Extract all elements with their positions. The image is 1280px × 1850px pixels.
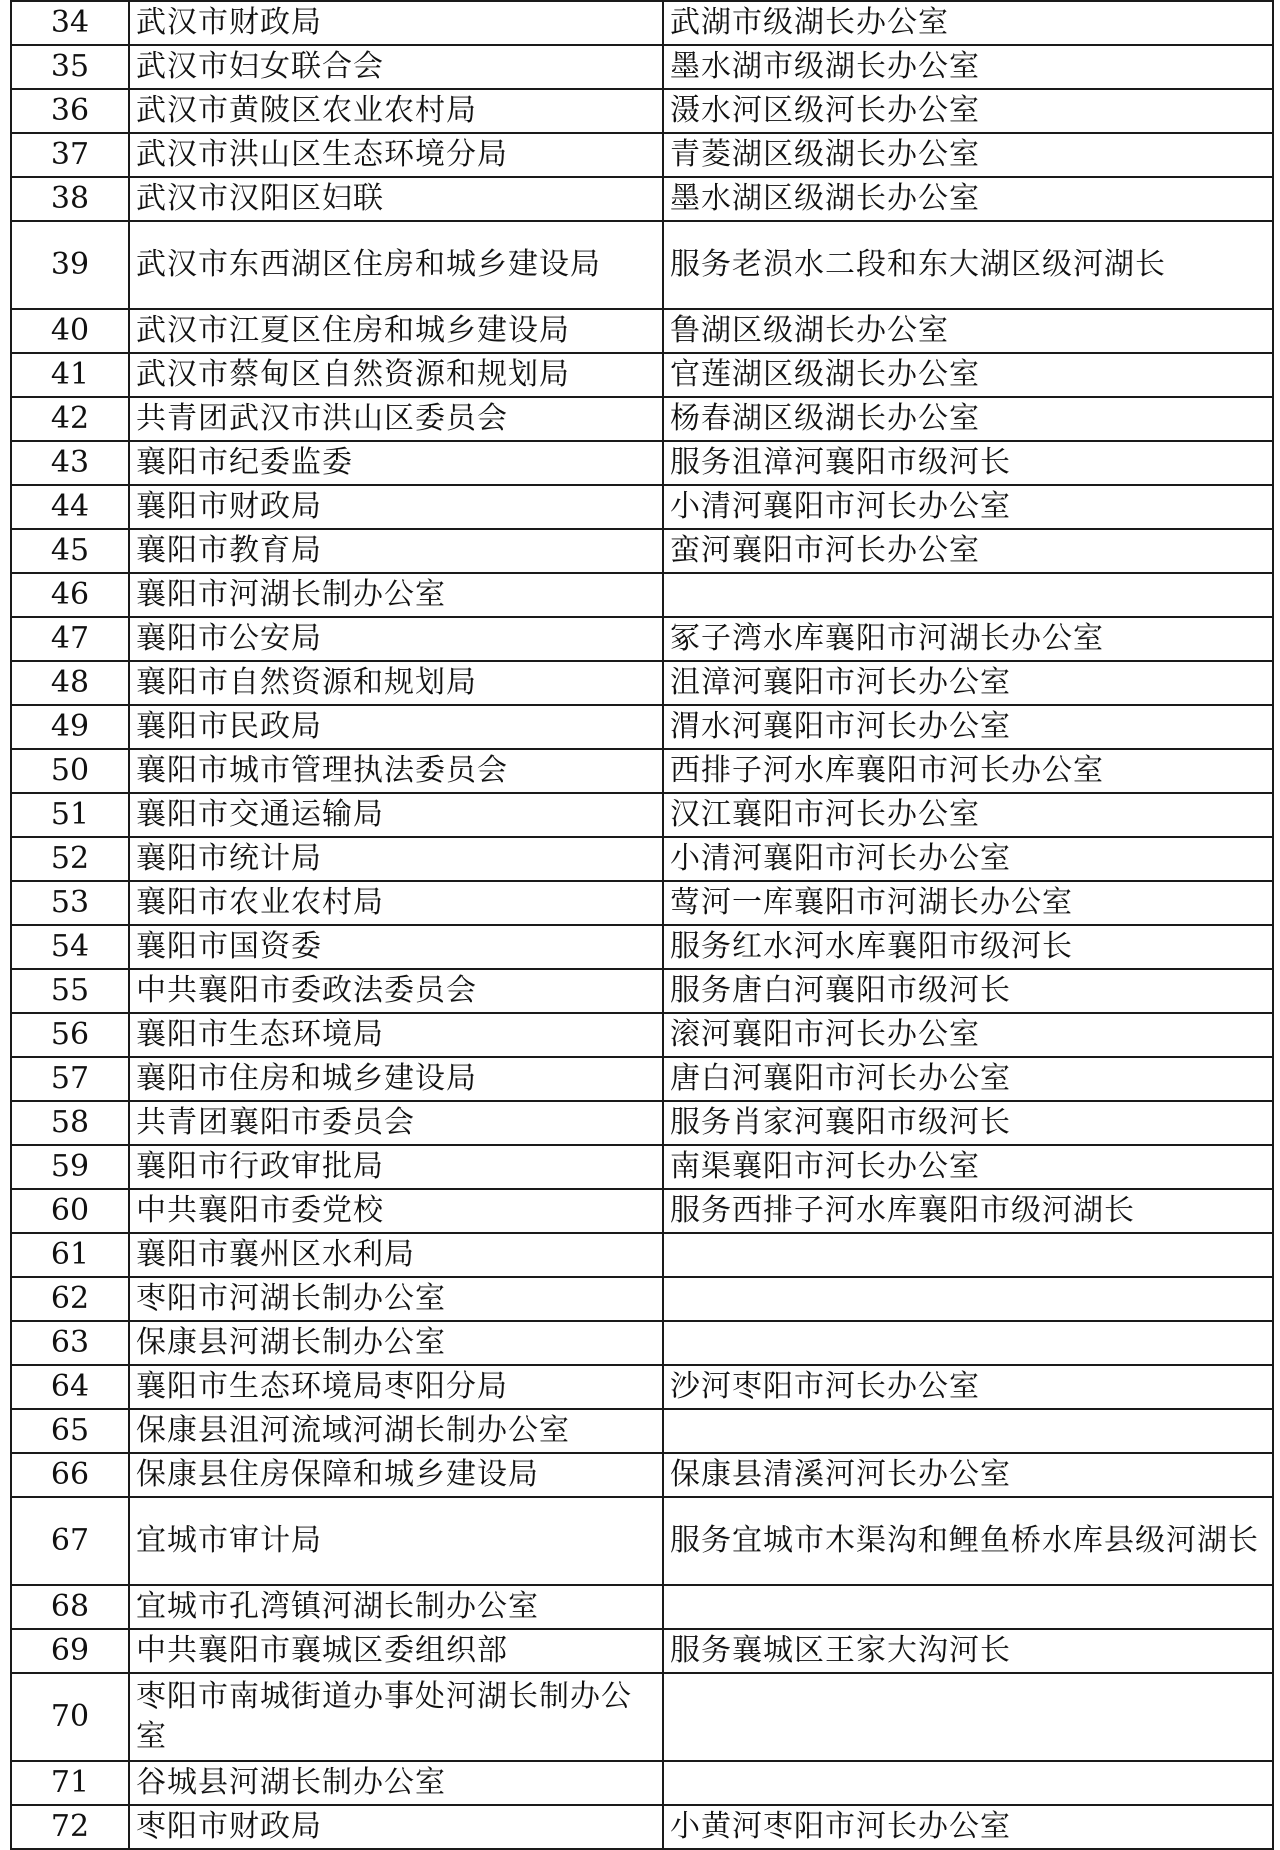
row-number: 44 [11,485,129,529]
row-number: 58 [11,1101,129,1145]
table-row [11,529,1273,573]
row-number: 36 [11,89,129,133]
row-number: 70 [11,1673,129,1761]
office-name [663,573,1273,617]
table-row [11,617,1273,661]
row-number: 69 [11,1629,129,1673]
office-name: 西排子河水库襄阳市河长办公室 [663,749,1273,793]
table-row [11,45,1273,89]
row-number: 60 [11,1189,129,1233]
row-number: 67 [11,1497,129,1585]
organization-name: 共青团武汉市洪山区委员会 [129,397,663,441]
office-name [663,1277,1273,1321]
row-number: 34 [11,1,129,45]
row-number: 59 [11,1145,129,1189]
row-number: 55 [11,969,129,1013]
organization-name: 襄阳市统计局 [129,837,663,881]
row-number: 42 [11,397,129,441]
table-row [11,1,1273,45]
table-row [11,309,1273,353]
organization-name: 襄阳市自然资源和规划局 [129,661,663,705]
office-name: 保康县清溪河河长办公室 [663,1453,1273,1497]
table-row [11,1497,1273,1585]
organization-name: 中共襄阳市委政法委员会 [129,969,663,1013]
office-name: 鲁湖区级湖长办公室 [663,309,1273,353]
row-number: 45 [11,529,129,573]
row-number: 41 [11,353,129,397]
organization-name: 襄阳市财政局 [129,485,663,529]
table-row [11,1321,1273,1365]
table-row [11,485,1273,529]
table-row [11,925,1273,969]
office-name: 滠水河区级河长办公室 [663,89,1273,133]
office-name: 服务唐白河襄阳市级河长 [663,969,1273,1013]
table-row [11,1277,1273,1321]
row-number: 66 [11,1453,129,1497]
office-name: 服务宜城市木渠沟和鲤鱼桥水库县级河湖长 [663,1497,1273,1585]
organization-name: 武汉市妇女联合会 [129,45,663,89]
office-name: 服务肖家河襄阳市级河长 [663,1101,1273,1145]
row-number: 54 [11,925,129,969]
office-name: 服务红水河水库襄阳市级河长 [663,925,1273,969]
row-number: 48 [11,661,129,705]
organization-name: 襄阳市襄州区水利局 [129,1233,663,1277]
table-row [11,881,1273,925]
row-number: 72 [11,1805,129,1849]
organization-name: 保康县沮河流域河湖长制办公室 [129,1409,663,1453]
row-number: 57 [11,1057,129,1101]
organization-name: 襄阳市公安局 [129,617,663,661]
row-number: 68 [11,1585,129,1629]
row-number: 71 [11,1761,129,1805]
office-name: 唐白河襄阳市河长办公室 [663,1057,1273,1101]
office-name: 官莲湖区级湖长办公室 [663,353,1273,397]
row-number: 51 [11,793,129,837]
table-row [11,837,1273,881]
table-row [11,705,1273,749]
row-number: 62 [11,1277,129,1321]
office-name: 渭水河襄阳市河长办公室 [663,705,1273,749]
organization-name: 襄阳市城市管理执法委员会 [129,749,663,793]
office-name: 服务西排子河水库襄阳市级河湖长 [663,1189,1273,1233]
table-row [11,397,1273,441]
office-name: 沙河枣阳市河长办公室 [663,1365,1273,1409]
row-number: 46 [11,573,129,617]
table-row [11,573,1273,617]
organization-name: 襄阳市行政审批局 [129,1145,663,1189]
table-row [11,221,1273,309]
organization-name: 襄阳市民政局 [129,705,663,749]
office-name: 南渠襄阳市河长办公室 [663,1145,1273,1189]
row-number: 61 [11,1233,129,1277]
office-name: 小清河襄阳市河长办公室 [663,485,1273,529]
organization-table [10,0,1274,1850]
table-row [11,1189,1273,1233]
table-row [11,353,1273,397]
office-name: 杨春湖区级湖长办公室 [663,397,1273,441]
table-body [11,1,1273,1849]
organization-name: 保康县河湖长制办公室 [129,1321,663,1365]
organization-name: 中共襄阳市委党校 [129,1189,663,1233]
office-name: 墨水湖区级湖长办公室 [663,177,1273,221]
office-name [663,1761,1273,1805]
office-name: 蛮河襄阳市河长办公室 [663,529,1273,573]
row-number: 43 [11,441,129,485]
table-row [11,1145,1273,1189]
organization-name: 襄阳市农业农村局 [129,881,663,925]
table-row [11,1629,1273,1673]
organization-name: 武汉市东西湖区住房和城乡建设局 [129,221,663,309]
organization-name: 襄阳市国资委 [129,925,663,969]
organization-name: 武汉市汉阳区妇联 [129,177,663,221]
row-number: 39 [11,221,129,309]
organization-name: 襄阳市教育局 [129,529,663,573]
row-number: 65 [11,1409,129,1453]
office-name: 小黄河枣阳市河长办公室 [663,1805,1273,1849]
office-name [663,1409,1273,1453]
table-row [11,1233,1273,1277]
office-name: 服务沮漳河襄阳市级河长 [663,441,1273,485]
organization-name: 枣阳市河湖长制办公室 [129,1277,663,1321]
office-name: 武湖市级湖长办公室 [663,1,1273,45]
table-row [11,1057,1273,1101]
table-row [11,177,1273,221]
organization-name: 宜城市审计局 [129,1497,663,1585]
office-name: 服务老涢水二段和东大湖区级河湖长 [663,221,1273,309]
office-name: 冢子湾水库襄阳市河湖长办公室 [663,617,1273,661]
office-name: 青菱湖区级湖长办公室 [663,133,1273,177]
row-number: 35 [11,45,129,89]
organization-name: 襄阳市生态环境局枣阳分局 [129,1365,663,1409]
row-number: 49 [11,705,129,749]
organization-name: 谷城县河湖长制办公室 [129,1761,663,1805]
organization-name: 武汉市洪山区生态环境分局 [129,133,663,177]
office-name: 服务襄城区王家大沟河长 [663,1629,1273,1673]
row-number: 38 [11,177,129,221]
organization-name: 襄阳市河湖长制办公室 [129,573,663,617]
row-number: 56 [11,1013,129,1057]
organization-name: 襄阳市交通运输局 [129,793,663,837]
row-number: 63 [11,1321,129,1365]
table-row [11,793,1273,837]
table-row [11,749,1273,793]
table-row [11,133,1273,177]
table-row [11,1453,1273,1497]
table-row [11,1673,1273,1761]
organization-name: 保康县住房保障和城乡建设局 [129,1453,663,1497]
organization-name: 襄阳市纪委监委 [129,441,663,485]
table-row [11,661,1273,705]
office-name: 墨水湖市级湖长办公室 [663,45,1273,89]
table-row [11,1585,1273,1629]
table-row [11,1013,1273,1057]
table-row [11,969,1273,1013]
row-number: 40 [11,309,129,353]
table-row [11,1409,1273,1453]
organization-name: 枣阳市南城街道办事处河湖长制办公室 [129,1673,663,1761]
office-name [663,1673,1273,1761]
office-name: 滚河襄阳市河长办公室 [663,1013,1273,1057]
row-number: 47 [11,617,129,661]
office-name: 沮漳河襄阳市河长办公室 [663,661,1273,705]
table-row [11,1761,1273,1805]
row-number: 52 [11,837,129,881]
row-number: 50 [11,749,129,793]
office-name [663,1585,1273,1629]
table-row [11,1365,1273,1409]
organization-name: 武汉市江夏区住房和城乡建设局 [129,309,663,353]
office-name: 汉江襄阳市河长办公室 [663,793,1273,837]
organization-name: 襄阳市生态环境局 [129,1013,663,1057]
table-row [11,1805,1273,1849]
organization-name: 宜城市孔湾镇河湖长制办公室 [129,1585,663,1629]
office-name: 莺河一库襄阳市河湖长办公室 [663,881,1273,925]
row-number: 37 [11,133,129,177]
organization-name: 武汉市蔡甸区自然资源和规划局 [129,353,663,397]
office-name: 小清河襄阳市河长办公室 [663,837,1273,881]
office-name [663,1321,1273,1365]
table-row [11,1101,1273,1145]
organization-name: 中共襄阳市襄城区委组织部 [129,1629,663,1673]
organization-name: 武汉市财政局 [129,1,663,45]
table-row [11,441,1273,485]
row-number: 53 [11,881,129,925]
table-row [11,89,1273,133]
row-number: 64 [11,1365,129,1409]
organization-name: 襄阳市住房和城乡建设局 [129,1057,663,1101]
organization-name: 共青团襄阳市委员会 [129,1101,663,1145]
organization-name: 武汉市黄陂区农业农村局 [129,89,663,133]
office-name [663,1233,1273,1277]
organization-name: 枣阳市财政局 [129,1805,663,1849]
